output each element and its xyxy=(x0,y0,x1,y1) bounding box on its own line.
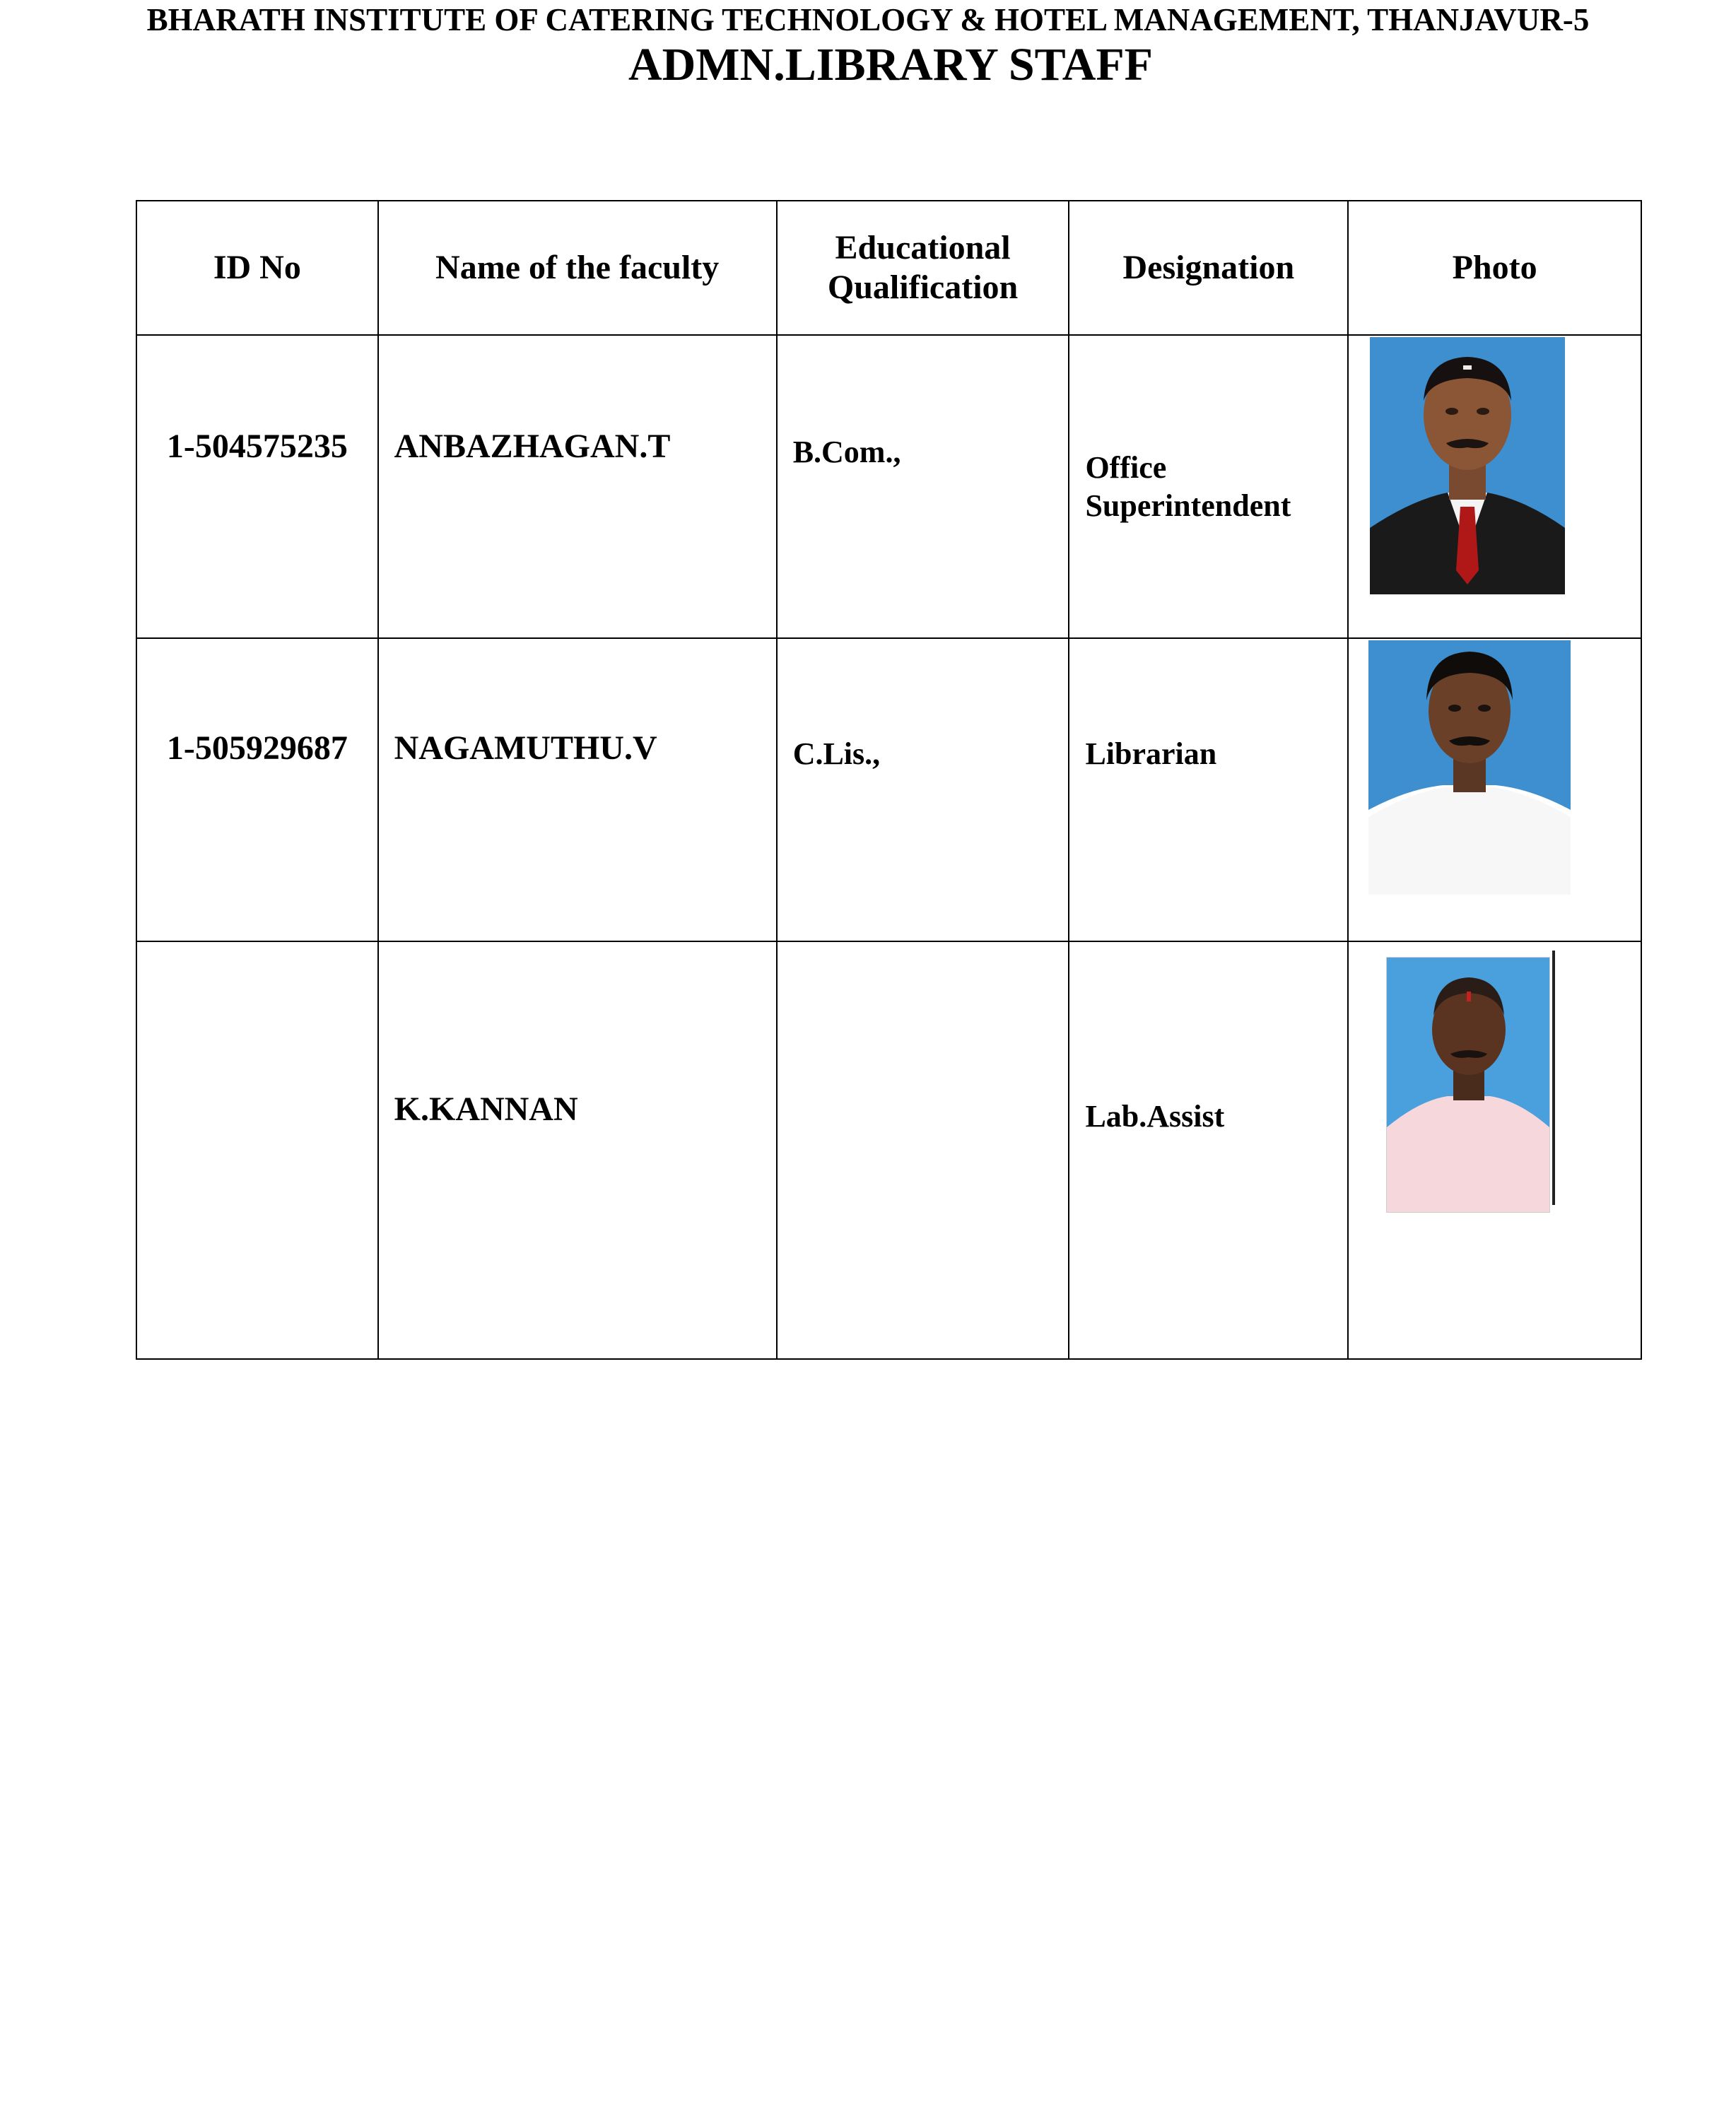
column-header-qualification: Educational Qualification xyxy=(777,201,1069,335)
column-header-name: Name of the faculty xyxy=(378,201,777,335)
column-header-designation: Designation xyxy=(1069,201,1348,335)
page-title: ADMN.LIBRARY STAFF xyxy=(628,39,1154,90)
photo-cell xyxy=(1348,941,1641,1359)
photo-cell xyxy=(1348,638,1641,941)
staff-table xyxy=(136,200,1642,1360)
qualification-cell: B.Com., xyxy=(777,335,1069,638)
qualification-cell xyxy=(777,941,1069,1359)
institution-title: BHARATH INSTITUTE OF CATERING TECHNOLOGY & HOTEL MANAGEMENT, THANJAVUR-5 xyxy=(146,2,1590,37)
designation-cell: Librarian xyxy=(1069,638,1348,941)
table-row xyxy=(136,638,1641,941)
qualification-cell: C.Lis., xyxy=(777,638,1069,941)
portrait-photo xyxy=(1377,951,1561,1219)
photo-cell xyxy=(1348,335,1641,638)
portrait-photo xyxy=(1370,337,1565,594)
table-header-row xyxy=(136,201,1641,335)
name-cell: K.KANNAN xyxy=(378,941,777,1359)
column-header-photo: Photo xyxy=(1348,201,1641,335)
designation-cell: Office Superintendent xyxy=(1069,335,1348,638)
id-cell xyxy=(136,941,378,1359)
name-cell: ANBAZHAGAN.T xyxy=(378,335,777,638)
table-row xyxy=(136,941,1641,1359)
id-cell: 1-504575235 xyxy=(136,335,378,638)
table-row xyxy=(136,335,1641,638)
column-header-id: ID No xyxy=(136,201,378,335)
portrait-photo xyxy=(1368,640,1571,895)
id-cell: 1-505929687 xyxy=(136,638,378,941)
designation-cell: Lab.Assist xyxy=(1069,941,1348,1359)
name-cell: NAGAMUTHU.V xyxy=(378,638,777,941)
